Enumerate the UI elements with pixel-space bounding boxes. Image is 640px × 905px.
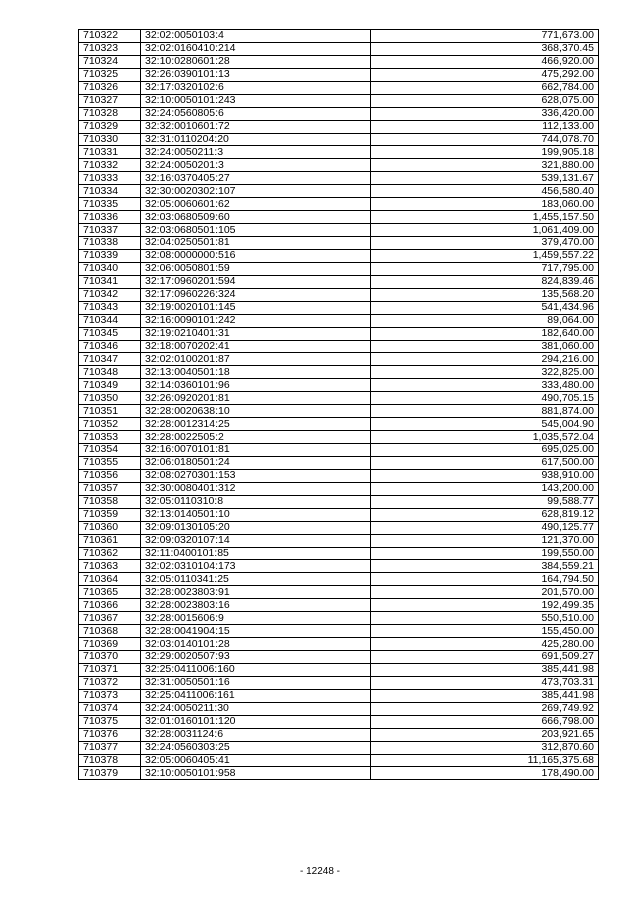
cadastral-number: 32:17:0960226:324	[141, 288, 371, 301]
table-row	[79, 288, 599, 301]
table-row	[79, 185, 599, 198]
row-code: 710378	[79, 754, 141, 767]
table-row	[79, 405, 599, 418]
amount-value: 321,880.00	[371, 159, 599, 172]
row-code: 710349	[79, 379, 141, 392]
table-row	[79, 702, 599, 715]
amount-value: 135,568.20	[371, 288, 599, 301]
cadastral-number: 32:06:0050801:59	[141, 262, 371, 275]
row-code: 710346	[79, 340, 141, 353]
table-row	[79, 159, 599, 172]
cadastral-number: 32:09:0320107:14	[141, 534, 371, 547]
cadastral-number: 32:03:0680501:105	[141, 224, 371, 237]
table-row	[79, 715, 599, 728]
row-code: 710355	[79, 456, 141, 469]
row-code: 710328	[79, 107, 141, 120]
table-row	[79, 133, 599, 146]
cadastral-number: 32:16:0090101:242	[141, 314, 371, 327]
table-row	[79, 547, 599, 560]
cadastral-number: 32:10:0050101:243	[141, 94, 371, 107]
table-row	[79, 599, 599, 612]
amount-value: 1,459,557.22	[371, 249, 599, 262]
cadastral-number: 32:25:0411006:161	[141, 689, 371, 702]
row-code: 710370	[79, 651, 141, 664]
row-code: 710363	[79, 560, 141, 573]
cadastral-number: 32:17:0960201:594	[141, 275, 371, 288]
amount-value: 336,420.00	[371, 107, 599, 120]
row-code: 710360	[79, 521, 141, 534]
table-row	[79, 327, 599, 340]
cadastral-number: 32:13:0040501:18	[141, 366, 371, 379]
amount-value: 541,434.96	[371, 301, 599, 314]
amount-value: 545,004.90	[371, 418, 599, 431]
table-row	[79, 392, 599, 405]
cadastral-number: 32:19:0020101:145	[141, 301, 371, 314]
amount-value: 466,920.00	[371, 55, 599, 68]
table-row	[79, 366, 599, 379]
row-code: 710333	[79, 172, 141, 185]
table-row	[79, 68, 599, 81]
cadastral-number: 32:24:0050211:3	[141, 146, 371, 159]
amount-value: 490,705.15	[371, 392, 599, 405]
table-row	[79, 741, 599, 754]
cadastral-number: 32:17:0320102:6	[141, 81, 371, 94]
amount-value: 182,640.00	[371, 327, 599, 340]
cadastral-number: 32:05:0110341:25	[141, 573, 371, 586]
table-row	[79, 469, 599, 482]
amount-value: 192,499.35	[371, 599, 599, 612]
amount-value: 1,061,409.00	[371, 224, 599, 237]
cadastral-number: 32:24:0050201:3	[141, 159, 371, 172]
cadastral-number: 32:08:0000000:516	[141, 249, 371, 262]
amount-value: 294,216.00	[371, 353, 599, 366]
table-row	[79, 767, 599, 780]
cadastral-number: 32:11:0400101:85	[141, 547, 371, 560]
table-row	[79, 418, 599, 431]
row-code: 710352	[79, 418, 141, 431]
cadastral-number: 32:28:0015606:9	[141, 612, 371, 625]
row-code: 710372	[79, 676, 141, 689]
cadastral-number: 32:28:0023803:16	[141, 599, 371, 612]
table-row	[79, 249, 599, 262]
amount-value: 183,060.00	[371, 198, 599, 211]
cadastral-number: 32:26:0390101:13	[141, 68, 371, 81]
cadastral-number: 32:02:0050103:4	[141, 30, 371, 43]
amount-value: 473,703.31	[371, 676, 599, 689]
amount-value: 199,550.00	[371, 547, 599, 560]
amount-value: 385,441.98	[371, 663, 599, 676]
row-code: 710343	[79, 301, 141, 314]
amount-value: 1,455,157.50	[371, 211, 599, 224]
cadastral-number: 32:31:0110204:20	[141, 133, 371, 146]
row-code: 710368	[79, 625, 141, 638]
row-code: 710340	[79, 262, 141, 275]
table-row	[79, 431, 599, 444]
amount-value: 385,441.98	[371, 689, 599, 702]
row-code: 710371	[79, 663, 141, 676]
amount-value: 312,870.60	[371, 741, 599, 754]
row-code: 710377	[79, 741, 141, 754]
row-code: 710375	[79, 715, 141, 728]
table-row	[79, 30, 599, 43]
cadastral-number: 32:24:0560805:6	[141, 107, 371, 120]
row-code: 710356	[79, 469, 141, 482]
cadastral-number: 32:09:0130105:20	[141, 521, 371, 534]
table-row	[79, 573, 599, 586]
table-row	[79, 211, 599, 224]
amount-value: 11,165,375.68	[371, 754, 599, 767]
page-number: - 12248 -	[299, 866, 341, 877]
amount-value: 1,035,572.04	[371, 431, 599, 444]
row-code: 710357	[79, 482, 141, 495]
row-code: 710339	[79, 249, 141, 262]
row-code: 710358	[79, 495, 141, 508]
cadastral-number: 32:28:0012314:25	[141, 418, 371, 431]
amount-value: 203,921.65	[371, 728, 599, 741]
amount-value: 155,450.00	[371, 625, 599, 638]
amount-value: 938,910.00	[371, 469, 599, 482]
amount-value: 717,795.00	[371, 262, 599, 275]
table-row	[79, 444, 599, 457]
cadastral-number: 32:29:0020507:93	[141, 651, 371, 664]
cadastral-number: 32:30:0020302:107	[141, 185, 371, 198]
row-code: 710330	[79, 133, 141, 146]
registry-table-body	[79, 30, 599, 780]
table-row	[79, 81, 599, 94]
table-row	[79, 55, 599, 68]
amount-value: 490,125.77	[371, 521, 599, 534]
row-code: 710326	[79, 81, 141, 94]
row-code: 710362	[79, 547, 141, 560]
table-row	[79, 612, 599, 625]
amount-value: 771,673.00	[371, 30, 599, 43]
table-row	[79, 314, 599, 327]
amount-value: 381,060.00	[371, 340, 599, 353]
amount-value: 99,588.77	[371, 495, 599, 508]
table-row	[79, 651, 599, 664]
amount-value: 199,905.18	[371, 146, 599, 159]
table-row	[79, 754, 599, 767]
amount-value: 695,025.00	[371, 444, 599, 457]
table-row	[79, 625, 599, 638]
amount-value: 691,509.27	[371, 651, 599, 664]
table-row	[79, 521, 599, 534]
cadastral-number: 32:01:0160101:120	[141, 715, 371, 728]
cadastral-number: 32:02:0100201:87	[141, 353, 371, 366]
cadastral-number: 32:28:0041904:15	[141, 625, 371, 638]
row-code: 710354	[79, 444, 141, 457]
row-code: 710365	[79, 586, 141, 599]
table-row	[79, 379, 599, 392]
cadastral-number: 32:18:0070202:41	[141, 340, 371, 353]
amount-value: 112,133.00	[371, 120, 599, 133]
amount-value: 322,825.00	[371, 366, 599, 379]
cadastral-number: 32:32:0010601:72	[141, 120, 371, 133]
table-row	[79, 340, 599, 353]
row-code: 710329	[79, 120, 141, 133]
table-row	[79, 262, 599, 275]
amount-value: 269,749.92	[371, 702, 599, 715]
row-code: 710338	[79, 237, 141, 250]
cadastral-number: 32:28:0031124:6	[141, 728, 371, 741]
table-row	[79, 275, 599, 288]
registry-table	[78, 29, 599, 780]
row-code: 710351	[79, 405, 141, 418]
amount-value: 539,131.67	[371, 172, 599, 185]
table-row	[79, 676, 599, 689]
cadastral-number: 32:30:0080401:312	[141, 482, 371, 495]
amount-value: 824,839.46	[371, 275, 599, 288]
row-code: 710350	[79, 392, 141, 405]
table-row	[79, 560, 599, 573]
cadastral-number: 32:31:0050501:16	[141, 676, 371, 689]
cadastral-number: 32:03:0140101:28	[141, 638, 371, 651]
table-row	[79, 198, 599, 211]
table-row	[79, 107, 599, 120]
amount-value: 164,794.50	[371, 573, 599, 586]
row-code: 710335	[79, 198, 141, 211]
row-code: 710364	[79, 573, 141, 586]
table-row	[79, 663, 599, 676]
table-row	[79, 301, 599, 314]
table-row	[79, 456, 599, 469]
cadastral-number: 32:13:0140501:10	[141, 508, 371, 521]
row-code: 710367	[79, 612, 141, 625]
amount-value: 744,078.70	[371, 133, 599, 146]
amount-value: 628,819.12	[371, 508, 599, 521]
row-code: 710322	[79, 30, 141, 43]
row-code: 710332	[79, 159, 141, 172]
row-code: 710336	[79, 211, 141, 224]
cadastral-number: 32:10:0280601:28	[141, 55, 371, 68]
row-code: 710325	[79, 68, 141, 81]
amount-value: 368,370.45	[371, 42, 599, 55]
row-code: 710344	[79, 314, 141, 327]
table-row	[79, 482, 599, 495]
cadastral-number: 32:06:0180501:24	[141, 456, 371, 469]
row-code: 710337	[79, 224, 141, 237]
amount-value: 666,798.00	[371, 715, 599, 728]
cadastral-number: 32:14:0360101:96	[141, 379, 371, 392]
amount-value: 425,280.00	[371, 638, 599, 651]
cadastral-number: 32:05:0060405:41	[141, 754, 371, 767]
table-row	[79, 495, 599, 508]
row-code: 710376	[79, 728, 141, 741]
amount-value: 550,510.00	[371, 612, 599, 625]
row-code: 710345	[79, 327, 141, 340]
row-code: 710379	[79, 767, 141, 780]
amount-value: 881,874.00	[371, 405, 599, 418]
amount-value: 333,480.00	[371, 379, 599, 392]
table-row	[79, 172, 599, 185]
row-code: 710366	[79, 599, 141, 612]
row-code: 710374	[79, 702, 141, 715]
amount-value: 628,075.00	[371, 94, 599, 107]
table-row	[79, 534, 599, 547]
cadastral-number: 32:24:0050211:30	[141, 702, 371, 715]
cadastral-number: 32:24:0560303:25	[141, 741, 371, 754]
table-row	[79, 638, 599, 651]
amount-value: 662,784.00	[371, 81, 599, 94]
row-code: 710342	[79, 288, 141, 301]
cadastral-number: 32:28:0023803:91	[141, 586, 371, 599]
row-code: 710347	[79, 353, 141, 366]
cadastral-number: 32:28:0022505:2	[141, 431, 371, 444]
amount-value: 456,580.40	[371, 185, 599, 198]
row-code: 710324	[79, 55, 141, 68]
row-code: 710373	[79, 689, 141, 702]
cadastral-number: 32:26:0920201:81	[141, 392, 371, 405]
row-code: 710334	[79, 185, 141, 198]
table-row	[79, 120, 599, 133]
cadastral-number: 32:16:0070101:81	[141, 444, 371, 457]
cadastral-number: 32:05:0060601:62	[141, 198, 371, 211]
row-code: 710327	[79, 94, 141, 107]
cadastral-number: 32:28:0020638:10	[141, 405, 371, 418]
amount-value: 121,370.00	[371, 534, 599, 547]
amount-value: 384,559.21	[371, 560, 599, 573]
cadastral-number: 32:02:0160410:214	[141, 42, 371, 55]
cadastral-number: 32:02:0310104:173	[141, 560, 371, 573]
amount-value: 617,500.00	[371, 456, 599, 469]
cadastral-number: 32:05:0110310:8	[141, 495, 371, 508]
row-code: 710353	[79, 431, 141, 444]
amount-value: 178,490.00	[371, 767, 599, 780]
table-row	[79, 224, 599, 237]
cadastral-number: 32:25:0411006:160	[141, 663, 371, 676]
amount-value: 475,292.00	[371, 68, 599, 81]
table-row	[79, 353, 599, 366]
amount-value: 379,470.00	[371, 237, 599, 250]
table-row	[79, 237, 599, 250]
row-code: 710369	[79, 638, 141, 651]
row-code: 710361	[79, 534, 141, 547]
row-code: 710348	[79, 366, 141, 379]
table-row	[79, 689, 599, 702]
row-code: 710341	[79, 275, 141, 288]
table-row	[79, 586, 599, 599]
row-code: 710323	[79, 42, 141, 55]
cadastral-number: 32:19:0210401:31	[141, 327, 371, 340]
cadastral-number: 32:04:0250501:81	[141, 237, 371, 250]
cadastral-number: 32:08:0270301:153	[141, 469, 371, 482]
cadastral-number: 32:16:0370405:27	[141, 172, 371, 185]
row-code: 710359	[79, 508, 141, 521]
table-row	[79, 508, 599, 521]
table-row	[79, 146, 599, 159]
cadastral-number: 32:03:0680509:60	[141, 211, 371, 224]
table-row	[79, 42, 599, 55]
table-row	[79, 94, 599, 107]
amount-value: 201,570.00	[371, 586, 599, 599]
cadastral-number: 32:10:0050101:958	[141, 767, 371, 780]
amount-value: 89,064.00	[371, 314, 599, 327]
table-row	[79, 728, 599, 741]
row-code: 710331	[79, 146, 141, 159]
amount-value: 143,200.00	[371, 482, 599, 495]
